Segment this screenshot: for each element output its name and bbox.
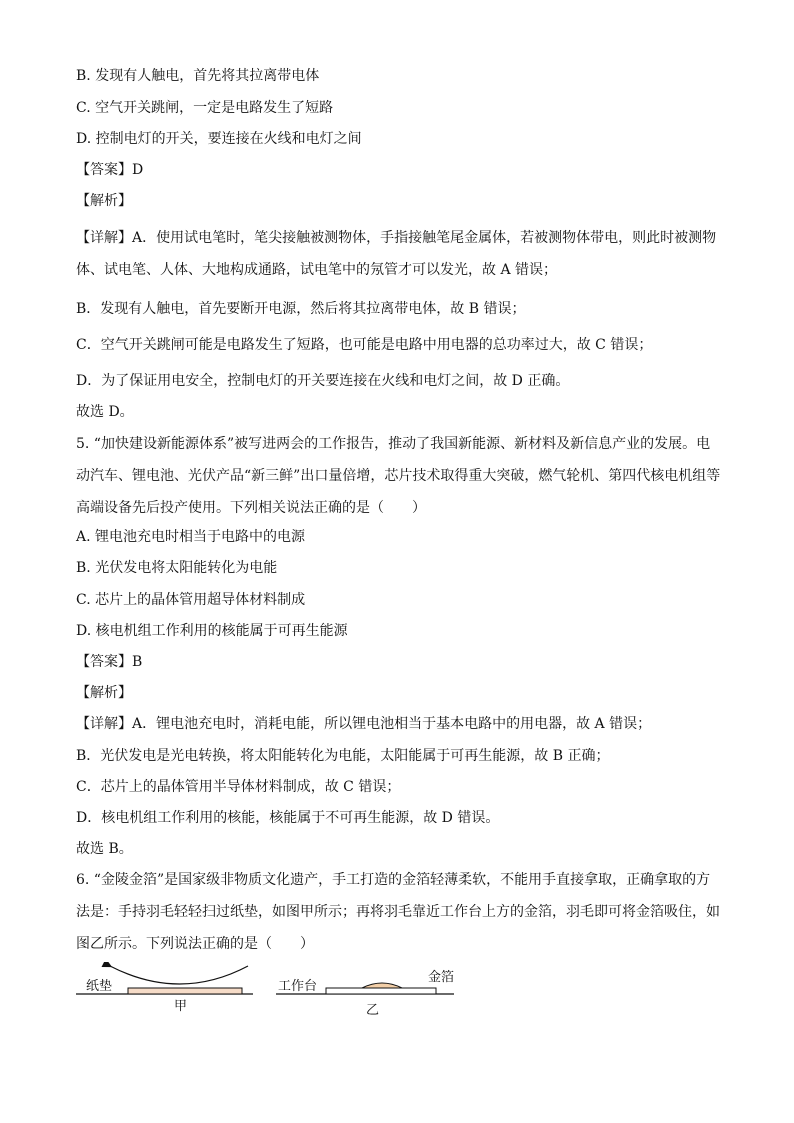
q5-stem: 5. “加快建设新能源体系”被写进两会的工作报告，推动了我国新能源、新材料及新信息产业的发展。电动汽车、锂电池、光伏产品“新三鲜”出口量倍增，芯片技术取得重大突破，燃气轮机、第四代核电机组等高端设备先后投产使用。下列相关说法正确的是（ ） bbox=[76, 436, 721, 516]
q4-conclusion: 故选 D。 bbox=[76, 404, 134, 420]
q5-detail-d: D．核电机组工作利用的核能，核能属于不可再生能源，故 D 错误。 bbox=[76, 810, 500, 826]
q5-option-c: C. 芯片上的晶体管用超导体材料制成 bbox=[76, 592, 306, 608]
feather-sweep-arrow bbox=[110, 966, 248, 984]
q4-detail-c: C．空气开关跳闸可能是电路发生了短路，也可能是电路中用电器的总功率过大，故 C 错误； bbox=[76, 337, 653, 353]
q5-detail-b: B．光伏发电是光电转换，将太阳能转化为电能，太阳能属于可再生能源，故 B 正确； bbox=[76, 748, 610, 764]
q4-detail-d: D．为了保证用电安全，控制电灯的开关要连接在火线和电灯之间，故 D 正确。 bbox=[76, 373, 570, 389]
q5-conclusion: 故选 B。 bbox=[76, 841, 133, 857]
q5-answer: 【答案】B bbox=[76, 654, 143, 670]
jia-label: 甲 bbox=[174, 999, 188, 1014]
q5-option-a: A. 锂电池充电时相当于电路中的电源 bbox=[76, 529, 306, 545]
q4-option-b: B. 发现有人触电，首先将其拉离带电体 bbox=[76, 68, 320, 84]
q6-stem: 6. “金陵金箔”是国家级非物质文化遗产，手工打造的金箔轻薄柔软，不能用手直接拿取，正确拿取的方法是：手持羽毛轻轻扫过纸垫，如图甲所示；再将羽毛靠近工作台上方的金箔，羽毛即可将金箔吸住，如图乙所示。下列说法正确的是（ ） bbox=[76, 872, 720, 952]
q4-analysis-label: 【解析】 bbox=[76, 193, 132, 209]
yi-label: 乙 bbox=[366, 1003, 380, 1018]
gold-foil-label: 金箔 bbox=[428, 970, 455, 985]
workbench-label: 工作台 bbox=[278, 979, 318, 994]
q6-figure-svg bbox=[70, 962, 470, 1022]
q5-detail-c: C．芯片上的晶体管用半导体材料制成，故 C 错误； bbox=[76, 779, 401, 795]
q5-analysis-label: 【解析】 bbox=[76, 685, 132, 701]
q4-option-d: D. 控制电灯的开关，要连接在火线和电灯之间 bbox=[76, 131, 362, 147]
figure-jia bbox=[76, 966, 253, 1014]
q4-answer: 【答案】D bbox=[76, 162, 144, 178]
q4-option-c: C. 空气开关跳闸，一定是电路发生了短路 bbox=[76, 100, 334, 116]
paper-pad-label: 纸垫 bbox=[86, 979, 113, 994]
q4-detail-b: B．发现有人触电，首先要断开电源，然后将其拉离带电体，故 B 错误； bbox=[76, 301, 526, 317]
q5-option-d: D. 核电机组工作利用的核能属于可再生能源 bbox=[76, 623, 348, 639]
q6-figure bbox=[70, 962, 470, 1022]
q4-detail-a: 【详解】A．使用试电笔时，笔尖接触被测物体，手指接触笔尾金属体，若被测物体带电，则此时被测物体、试电笔、人体、大地构成通路，试电笔中的氖管才可以发光，故 A 错误； bbox=[76, 230, 717, 278]
gold-foil bbox=[362, 983, 402, 988]
figure-yi bbox=[276, 969, 454, 1018]
workbench bbox=[326, 988, 436, 994]
q5-option-b: B. 光伏发电将太阳能转化为电能 bbox=[76, 560, 278, 576]
paper-pad bbox=[128, 988, 242, 994]
q5-detail-a: 【详解】A．锂电池充电时，消耗电能，所以锂电池相当于基本电路中的用电器，故 A 错误； bbox=[76, 716, 652, 732]
